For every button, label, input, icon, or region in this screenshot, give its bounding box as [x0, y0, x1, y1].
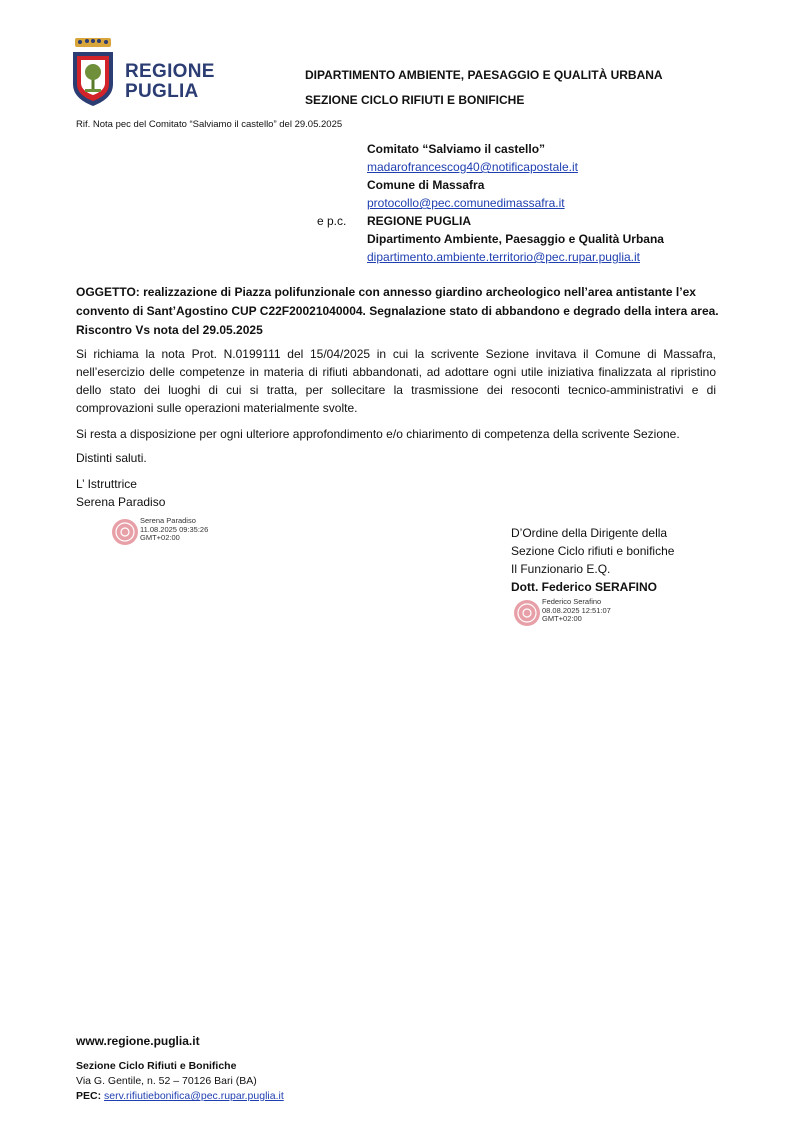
cc-recipient-name: REGIONE PUGLIA	[367, 214, 472, 228]
stamp-timezone: GMT+02:00	[140, 533, 180, 542]
footer-address: Via G. Gentile, n. 52 – 70126 Bari (BA)	[76, 1075, 257, 1087]
left-signer-name: Serena Paradiso	[76, 495, 166, 509]
footer	[76, 1059, 284, 1104]
right-signer-line: Sezione Ciclo rifiuti e bonifiche	[511, 544, 675, 558]
region-coat-of-arms-icon	[70, 36, 116, 108]
left-digital-signature	[110, 515, 250, 547]
left-signer-role: L’ Istruttrice	[76, 477, 137, 491]
stamp-signer-name: Serena Paradiso	[140, 516, 196, 525]
section-title: SEZIONE CICLO RIFIUTI E BONIFICHE	[305, 93, 525, 107]
recipient-name: Comune di Massafra	[367, 178, 485, 192]
right-signer-line: Il Funzionario E.Q.	[511, 562, 611, 576]
cc-label: e p.c.	[317, 214, 347, 228]
recipients-block	[367, 140, 727, 266]
recipient-email-link[interactable]: protocollo@pec.comunedimassafra.it	[367, 196, 565, 210]
subject-line: convento di Sant’Agostino CUP C22F20021040004. Segnalazione stato di abbandono e degrado della intera area.	[76, 304, 719, 318]
subject-line: OGGETTO: realizzazione di Piazza polifunzionale con annesso giardino archeologico nell’area antistante l’ex	[76, 285, 696, 299]
digital-signature-seal-icon	[110, 517, 140, 547]
subject-line: Riscontro Vs nota del 29.05.2025	[76, 323, 263, 337]
footer-pec-line	[76, 1089, 284, 1104]
digital-signature-seal-icon	[512, 598, 542, 628]
recipient-email-link[interactable]: madarofrancescog40@notificapostale.it	[367, 160, 578, 174]
cc-recipient-dept: Dipartimento Ambiente, Paesaggio e Qualità Urbana	[367, 232, 664, 246]
body-paragraph-2: Si resta a disposizione per ogni ulteriore approfondimento e/o chiarimento di competenza della scrivente Sezione.	[76, 427, 680, 441]
closing-salutation: Distinti saluti.	[76, 451, 147, 465]
stamp-date: 08.08.2025 12:51:07	[542, 605, 611, 615]
footer-pec-email-link[interactable]: serv.rifiutiebonifica@pec.rupar.puglia.it	[104, 1090, 284, 1102]
footer-website-link[interactable]: www.regione.puglia.it	[76, 1034, 200, 1048]
right-signer-line: D’Ordine della Dirigente della	[511, 526, 668, 540]
left-signer	[76, 475, 165, 511]
logo-line-puglia: PUGLIA	[125, 81, 199, 102]
cc-recipient-email-link[interactable]: dipartimento.ambiente.territorio@pec.rupar.puglia.it	[367, 250, 640, 264]
body-paragraph-1: Si richiama la nota Prot. N.0199111 del 15/04/2025 in cui la scrivente Sezione invitava il Comune di Massafra, nell’esercizio delle competenze in materia di rifiuti abbandonati, ad adottare ogni utile iniziativa finalizzata al ripristino dello stato dei luoghi di cui si tratta, per sollecitare la trasmissione dei resoconti tecnico-amministrativi e di comprovazioni sulle operazioni materialmente svolte.	[76, 347, 716, 415]
stamp-timezone: GMT+02:00	[542, 614, 582, 623]
recipient-name: Comitato “Salviamo il castello”	[367, 142, 546, 156]
logo	[70, 36, 215, 108]
stamp-date: 11.08.2025 09:35:26	[140, 524, 209, 534]
footer-section: Sezione Ciclo Rifiuti e Bonifiche	[76, 1060, 237, 1072]
right-signer	[511, 524, 674, 596]
reference-line: Rif. Nota pec del Comitato “Salviamo il castello” del 29.05.2025	[76, 119, 343, 130]
stamp-signer-name: Federico Serafino	[542, 597, 602, 606]
subject	[76, 283, 726, 340]
footer-pec-label: PEC:	[76, 1090, 102, 1102]
right-digital-signature	[512, 596, 652, 628]
logo-line-regione: REGIONE	[125, 61, 215, 82]
right-signer-name: Dott. Federico SERAFINO	[511, 580, 658, 594]
department-title: DIPARTIMENTO AMBIENTE, PAESAGGIO E QUALITÀ URBANA	[305, 68, 663, 82]
